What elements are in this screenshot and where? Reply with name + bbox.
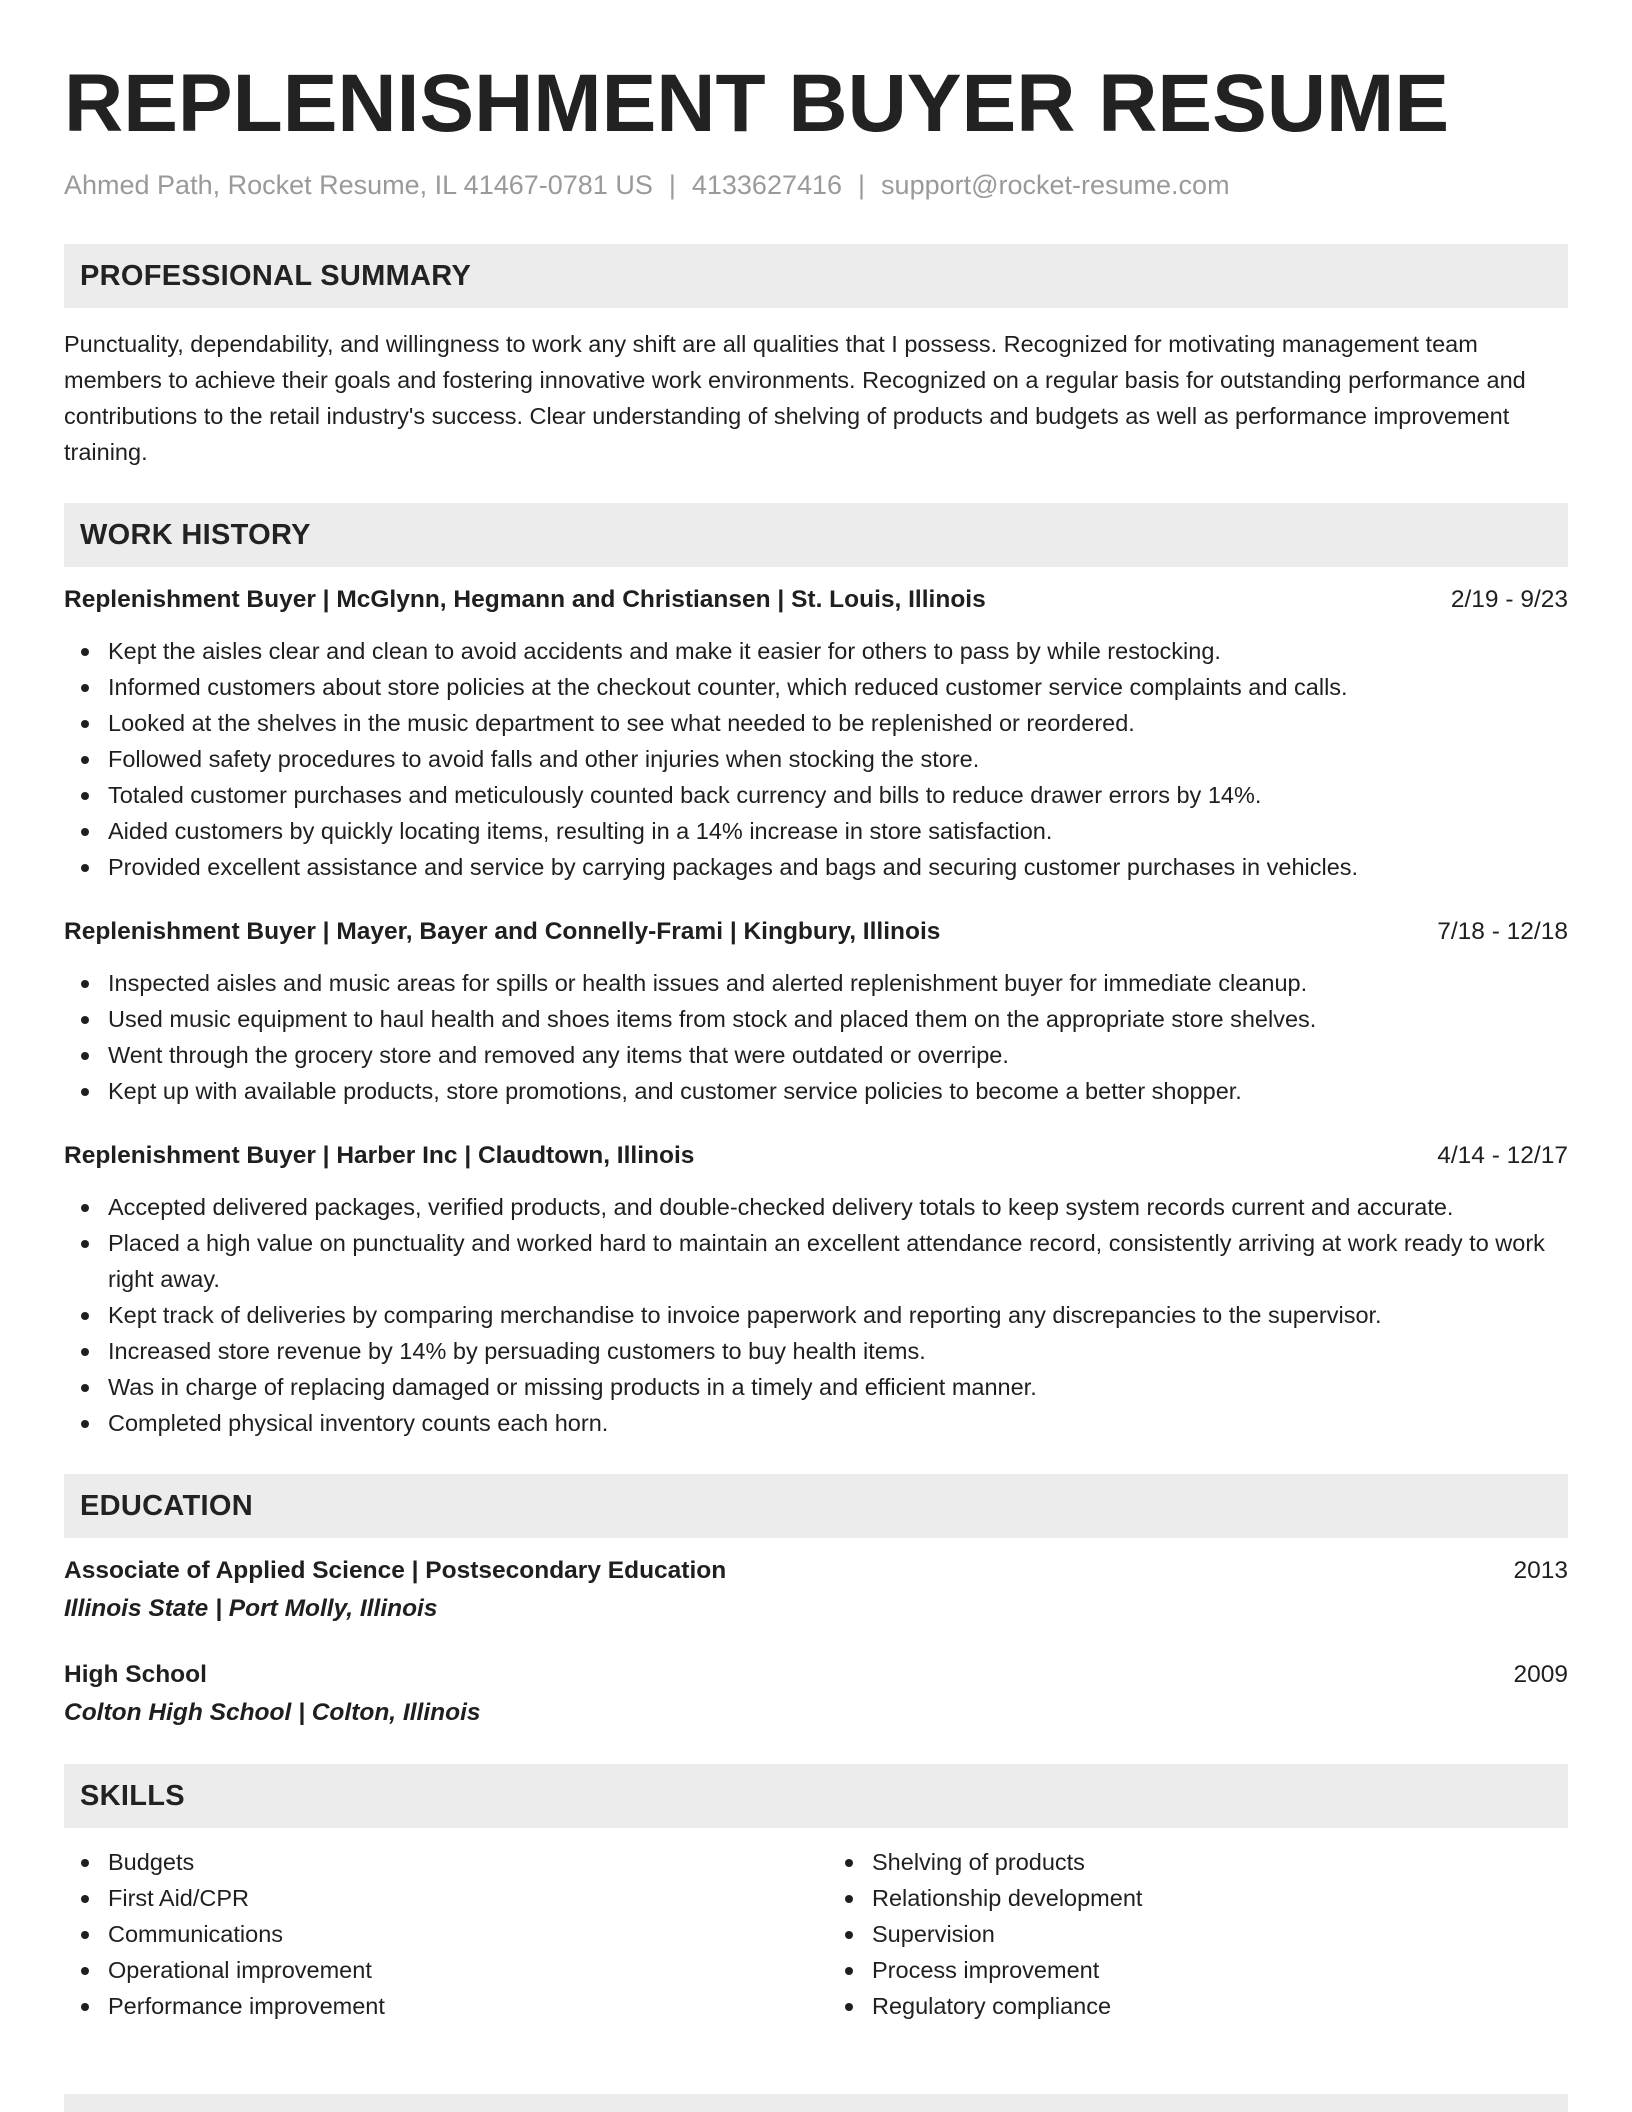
job-title: Replenishment Buyer | McGlynn, Hegmann and Christiansen | St. Louis, Illinois [64,586,986,613]
skills-column-left [64,1844,816,2024]
list-item: Communications [64,1916,816,1952]
list-item: Operational improvement [64,1952,816,1988]
list-item: Looked at the shelves in the music department to see what needed to be replenished or reordered. [64,705,1568,741]
job-bullets [64,1189,1568,1441]
list-item: Provided excellent assistance and service by carrying packages and bags and securing customer purchases in vehicles. [64,849,1568,885]
list-item: Process improvement [828,1952,1568,1988]
list-item: Followed safety procedures to avoid falls and other injuries when stocking the store. [64,741,1568,777]
list-item: Totaled customer purchases and meticulously counted back currency and bills to reduce drawer errors by 14%. [64,777,1568,813]
list-item: Performance improvement [64,1988,816,2024]
job-bullets [64,633,1568,885]
education-header [64,1554,1568,1588]
list-item: First Aid/CPR [64,1880,816,1916]
job-dates: 4/14 - 12/17 [1437,1142,1568,1169]
list-item: Informed customers about store policies at the checkout counter, which reduced customer service complaints and calls. [64,669,1568,705]
list-item: Completed physical inventory counts each horn. [64,1405,1568,1441]
list-item: Went through the grocery store and removed any items that were outdated or overripe. [64,1037,1568,1073]
list-item: Budgets [64,1844,816,1880]
education-school: Colton High School | Colton, Illinois [64,1699,481,1726]
education-year: 2009 [1513,1661,1568,1688]
list-item: Kept the aisles clear and clean to avoid accidents and make it easier for others to pass by while restocking. [64,633,1568,669]
contact-phone: 4133627416 [691,170,843,200]
next-section-header-bar [64,2094,1568,2112]
job-entry [64,1139,1568,1441]
list-item: Placed a high value on punctuality and worked hard to maintain an excellent attendance record, consistently arriving at work ready to work right away. [64,1225,1568,1297]
education-entry [64,1554,1568,1626]
list-item: Kept track of deliveries by comparing merchandise to invoice paperwork and reporting any discrepancies to the supervisor. [64,1297,1568,1333]
job-header [64,1139,1568,1173]
contact-separator: | [858,170,866,200]
job-dates: 2/19 - 9/23 [1450,586,1568,613]
job-entry [64,915,1568,1109]
list-item: Supervision [828,1916,1568,1952]
section-header-summary: PROFESSIONAL SUMMARY [64,244,1568,308]
job-header [64,915,1568,949]
education-entry [64,1658,1568,1730]
list-item: Used music equipment to haul health and shoes items from stock and placed them on the appropriate store shelves. [64,1001,1568,1037]
list-item: Aided customers by quickly locating items, resulting in a 14% increase in store satisfaction. [64,813,1568,849]
education-year: 2013 [1513,1557,1568,1584]
section-header-education: EDUCATION [64,1474,1568,1538]
education-degree: High School [64,1661,207,1688]
section-header-work-history: WORK HISTORY [64,503,1568,567]
contact-line [64,168,1568,202]
skills-grid [64,1844,1568,2024]
job-entry [64,583,1568,885]
list-item: Increased store revenue by 14% by persuading customers to buy health items. [64,1333,1568,1369]
list-item: Relationship development [828,1880,1568,1916]
job-bullets [64,965,1568,1109]
education-degree: Associate of Applied Science | Postsecondary Education [64,1557,727,1584]
job-title: Replenishment Buyer | Harber Inc | Claudtown, Illinois [64,1142,695,1169]
skills-column-right [816,1844,1568,2024]
list-item: Was in charge of replacing damaged or missing products in a timely and efficient manner. [64,1369,1568,1405]
section-header-skills: SKILLS [64,1764,1568,1828]
list-item: Regulatory compliance [828,1988,1568,2024]
list-item: Inspected aisles and music areas for spills or health issues and alerted replenishment buyer for immediate cleanup. [64,965,1568,1001]
contact-email: support@rocket-resume.com [881,170,1230,200]
job-title: Replenishment Buyer | Mayer, Bayer and Connelly-Frami | Kingbury, Illinois [64,918,941,945]
job-dates: 7/18 - 12/18 [1437,918,1568,945]
resume-title: REPLENISHMENT BUYER RESUME [64,58,1450,149]
list-item: Accepted delivered packages, verified products, and double-checked delivery totals to keep system records current and accurate. [64,1189,1568,1225]
job-header [64,583,1568,617]
education-header [64,1658,1568,1692]
list-item: Kept up with available products, store promotions, and customer service policies to become a better shopper. [64,1073,1568,1109]
summary-text: Punctuality, dependability, and willingness to work any shift are all qualities that I possess. Recognized for motivating management team members to achieve their goals and fostering innovative work environments. Recognized on a regular basis for outstanding performance and contributions to the retail industry's success. Clear understanding of shelving of products and budgets as well as performance improvement training. [64,331,1526,465]
contact-separator: | [668,170,676,200]
list-item: Shelving of products [828,1844,1568,1880]
education-school: Illinois State | Port Molly, Illinois [64,1595,438,1622]
contact-address: Ahmed Path, Rocket Resume, IL 41467-0781 US [64,170,653,200]
